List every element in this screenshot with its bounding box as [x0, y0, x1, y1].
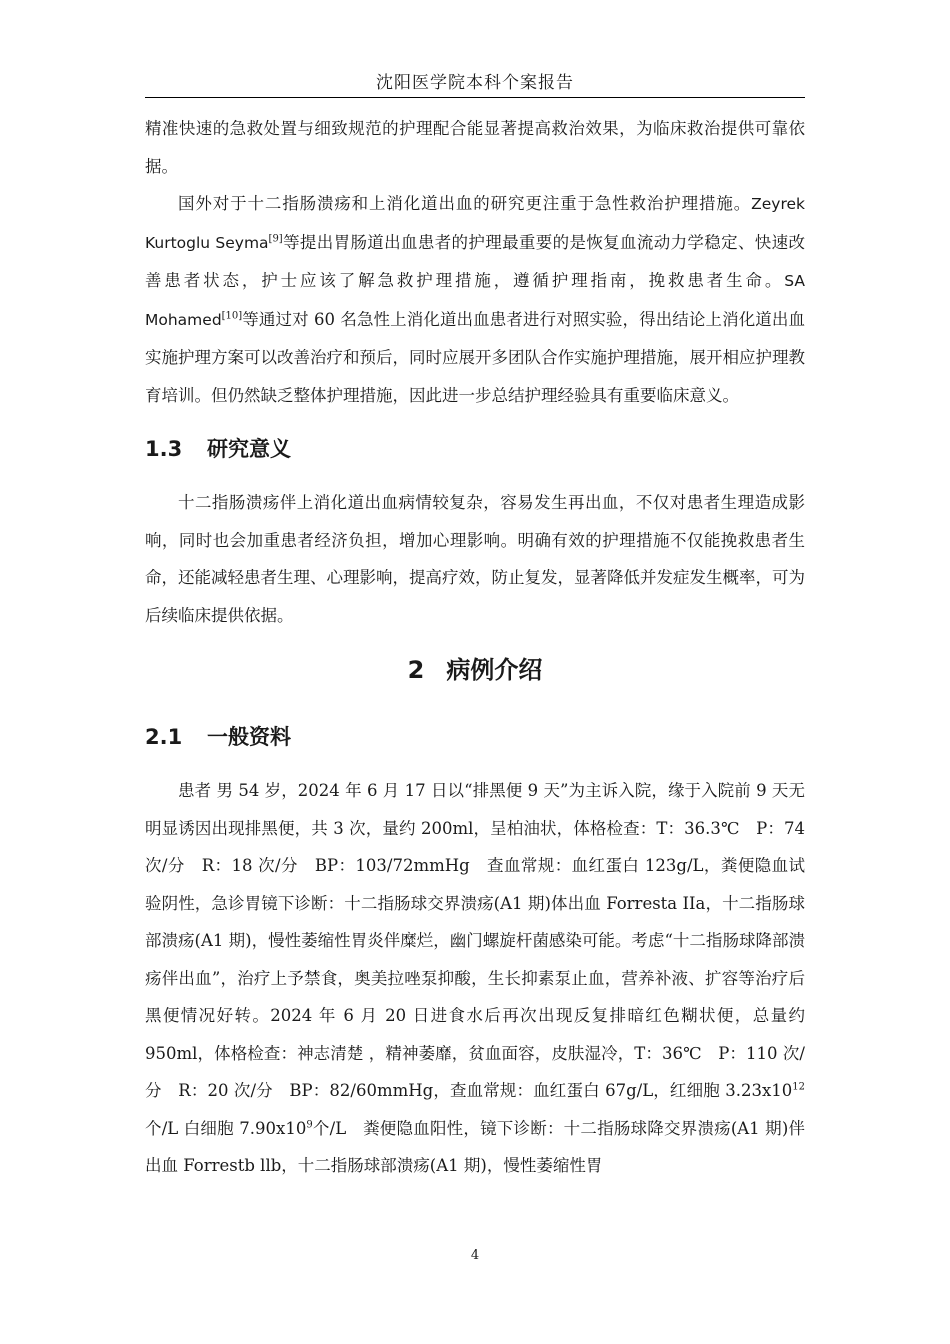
text-segment: 患者 男 54 岁，2024 年 6 月 17 日以“排黑便 9 天”为主诉入院，缘于入院前 9 天无明显诱因出现排黑便，共 3 次，量约 200ml，呈柏油状，体格检查：T：36.3℃ P：74 次/分 R：18 次/分 BP：103/72mmHg 查血常规：血红蛋白 123g/L，粪便隐血试验阴性，急诊胃镜下诊断：十二指肠球交界溃疡(A1 期)体出血 Forresta IIa，十二指肠球部溃疡(A1 期)，慢性萎缩性胃炎伴糜烂，幽门螺旋杆菌感染可能。考虑“十二指肠球降部溃疡伴出血”，治疗上予禁食，奥美拉唑泵抑酸，生长抑素泵止血，营养补液、扩容等治疗后黑便情况好转。2024 年 6 月 20 日进食水后再次出现反复排暗红色糊状便，总量约 950ml，体格检查：神志清楚 ，精神萎靡，贫血面容，皮肤湿冷，T：36℃ P：110 次/分 R：20 次/分 BP：82/60mmHg，查血常规：血红蛋白 67g/L，红细胞 3.23x10 — [145, 781, 805, 1100]
document-body — [145, 110, 805, 1185]
paragraph-foreign-research — [145, 185, 805, 414]
chapter-title: 病例介绍 — [446, 656, 543, 684]
author-name: Zeyrek Kurtoglu Seyma — [145, 195, 805, 252]
paragraph-significance: 十二指肠溃疡伴上消化道出血病情较复杂，容易发生再出血，不仅对患者生理造成影响，同时也会加重患者经济负担，增加心理影响。明确有效的护理措施不仅能挽救患者生命，还能减轻患者生理、心理影响，提高疗效，防止复发，显著降低并发症发生概率，可为后续临床提供依据。 — [145, 493, 805, 625]
text-segment: 个/L 白细胞 7.90x10 — [145, 1118, 307, 1138]
text-segment: 等提出胃肠道出血患者的护理最重要的是恢复血流动力学稳定、快速改善患者状态，护士应该了解急救护理措施，遵循护理指南，挽救患者生命。 — [145, 232, 805, 290]
text-segment: 等通过对 60 名急性上消化道出血患者进行对照实验，得出结论上消化道出血实施护理方案可以改善治疗和预后，同时应展开多团队合作实施护理措施，展开相应护理教育培训。但仍然缺乏整体护理措施，因此进一步总结护理经验具有重要临床意义。 — [145, 309, 805, 405]
citation-ref[interactable]: [10] — [221, 310, 243, 321]
paragraph-case-history — [145, 772, 805, 1185]
section-number: 1.3 — [145, 437, 183, 461]
header-divider — [145, 97, 805, 98]
text-segment: 国外对于十二指肠溃疡和上消化道出血的研究更注重于急性救治护理措施。 — [178, 194, 752, 213]
section-number: 2.1 — [145, 725, 183, 749]
section-title: 一般资料 — [207, 725, 291, 749]
paragraph-continuation: 精准快速的急救处置与细致规范的护理配合能显著提高救治效果，为临床救治提供可靠依据。 — [145, 119, 805, 176]
chapter-number: 2 — [407, 656, 425, 684]
text-segment: 个/L 粪便隐血阳性，镜下诊断：十二指肠球降交界溃疡(A1 期)伴出血 Forrestb llb，十二指肠球部溃疡(A1 期)，慢性萎缩性胃 — [145, 1118, 805, 1175]
exponent: 12 — [792, 1081, 805, 1093]
section-heading — [145, 706, 805, 768]
citation-ref[interactable]: [9] — [268, 233, 283, 244]
page-header: 沈阳医学院本科个案报告 — [376, 73, 574, 93]
chapter-heading — [145, 638, 805, 702]
author-name: SA Mohamed — [145, 272, 805, 329]
page-number: 4 — [470, 1248, 480, 1263]
section-heading — [145, 418, 805, 480]
exponent: 9 — [306, 1119, 313, 1130]
section-title: 研究意义 — [207, 437, 291, 461]
